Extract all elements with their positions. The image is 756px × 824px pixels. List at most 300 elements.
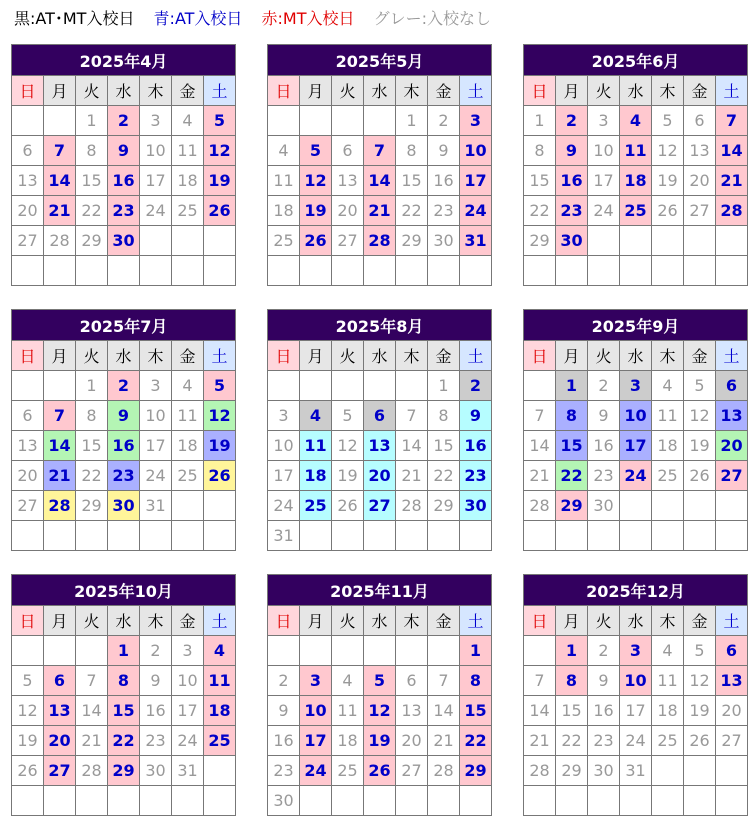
weekday-header: 月 [44,76,76,106]
calendar-empty-cell [108,256,140,286]
calendar-empty-cell [172,786,204,816]
calendar-day: 24 [172,726,204,756]
weekday-header: 日 [268,76,300,106]
calendar-day: 21 [76,726,108,756]
weekday-header: 月 [556,606,588,636]
calendar-day: 12 [652,136,684,166]
calendar-empty-cell [12,636,44,666]
calendar-empty-cell [364,521,396,551]
calendar-day: 24 [140,461,172,491]
calendar-day: 2 [140,636,172,666]
calendar-empty-cell [428,521,460,551]
calendar-empty-cell [172,491,204,521]
calendar-day: 8 [428,401,460,431]
calendar-day: 9 [108,136,140,166]
calendar-empty-cell [172,226,204,256]
calendar-day: 27 [716,461,748,491]
weekday-header: 火 [588,341,620,371]
weekday-header: 木 [652,76,684,106]
calendar-day: 11 [652,401,684,431]
calendar-empty-cell [204,786,236,816]
calendar-day: 25 [300,491,332,521]
weekday-header: 木 [396,341,428,371]
calendar-day: 27 [12,491,44,521]
calendar-day: 9 [556,136,588,166]
calendar-day: 28 [44,226,76,256]
legend [14,8,505,30]
calendar-day: 1 [556,636,588,666]
weekday-header: 金 [428,76,460,106]
calendar-day: 13 [684,136,716,166]
calendar-day: 23 [588,726,620,756]
calendar-empty-cell [396,256,428,286]
calendar-day: 26 [652,196,684,226]
calendar-empty-cell [268,636,300,666]
calendar-day: 1 [76,371,108,401]
calendar-empty-cell [44,106,76,136]
calendar-day: 27 [44,756,76,786]
calendar-day: 30 [588,491,620,521]
calendar-day: 2 [108,106,140,136]
calendar-day: 26 [204,196,236,226]
calendar-empty-cell [76,636,108,666]
legend-red: 赤:MT入校日 [261,9,355,28]
weekday-header: 月 [300,606,332,636]
legend-black: 黒:AT･MT入校日 [14,9,135,28]
calendar-day: 14 [44,431,76,461]
calendar-empty-cell [396,521,428,551]
calendar-day: 14 [396,431,428,461]
calendar-day: 8 [524,136,556,166]
calendar-empty-cell [12,371,44,401]
calendar-day: 9 [428,136,460,166]
weekday-header: 金 [428,341,460,371]
calendar-day: 6 [716,636,748,666]
calendar-day: 5 [364,666,396,696]
calendar-day: 11 [620,136,652,166]
calendar-day: 22 [556,461,588,491]
calendar-day: 25 [620,196,652,226]
calendar-day: 16 [268,726,300,756]
calendar-day: 23 [108,196,140,226]
calendar-day: 26 [332,491,364,521]
calendar-day: 25 [172,461,204,491]
calendar-day: 8 [76,401,108,431]
weekday-header: 木 [396,76,428,106]
calendar-day: 1 [428,371,460,401]
calendar-day: 31 [268,521,300,551]
calendar-empty-cell [460,521,492,551]
calendar-day: 19 [364,726,396,756]
calendar-day: 7 [76,666,108,696]
calendar-day: 9 [588,401,620,431]
calendar-empty-cell [684,226,716,256]
calendar-day: 11 [172,401,204,431]
calendar-empty-cell [332,786,364,816]
calendar-day: 22 [108,726,140,756]
calendar-day: 5 [684,371,716,401]
calendar-day: 16 [588,696,620,726]
calendar-empty-cell [332,521,364,551]
calendar-day: 16 [108,431,140,461]
calendar-day: 30 [556,226,588,256]
calendar-day: 19 [300,196,332,226]
calendar-empty-cell [332,371,364,401]
calendar-empty-cell [460,256,492,286]
weekday-header: 水 [108,341,140,371]
weekday-header: 日 [268,341,300,371]
calendar-day: 18 [332,726,364,756]
calendar-day: 17 [172,696,204,726]
weekday-header: 月 [300,76,332,106]
calendar-day: 27 [332,226,364,256]
calendar-day: 19 [12,726,44,756]
calendar-empty-cell [300,636,332,666]
calendar-day: 13 [44,696,76,726]
weekday-header: 木 [140,341,172,371]
calendar-day: 9 [588,666,620,696]
calendar-day: 26 [684,461,716,491]
calendar-day: 12 [332,431,364,461]
calendar-day: 24 [588,196,620,226]
calendar-day: 18 [300,461,332,491]
calendar-day: 15 [76,166,108,196]
calendar-day: 31 [140,491,172,521]
calendar-day: 4 [172,371,204,401]
calendar-day: 22 [524,196,556,226]
calendar-day: 14 [716,136,748,166]
calendar-day: 29 [396,226,428,256]
calendar-day: 15 [428,431,460,461]
calendar-day: 7 [716,106,748,136]
calendar-day: 1 [76,106,108,136]
calendar-day: 21 [524,461,556,491]
calendar-empty-cell [108,521,140,551]
calendar-empty-cell [716,491,748,521]
calendar-day: 16 [428,166,460,196]
calendar-empty-cell [300,106,332,136]
calendar-title: 2025年6月 [524,45,748,76]
weekday-header: 月 [556,341,588,371]
calendar-day: 24 [460,196,492,226]
calendar-empty-cell [140,256,172,286]
calendar-day: 30 [268,786,300,816]
calendar-empty-cell [12,256,44,286]
calendar-day: 24 [268,491,300,521]
calendar-day: 15 [108,696,140,726]
calendar-day: 28 [524,756,556,786]
calendar-day: 3 [620,371,652,401]
calendar-empty-cell [556,786,588,816]
calendar-month [267,574,492,816]
calendar-day: 22 [428,461,460,491]
calendar-title: 2025年8月 [268,310,492,341]
calendar-empty-cell [588,226,620,256]
calendar-day: 13 [716,401,748,431]
calendar-day: 30 [588,756,620,786]
calendar-day: 23 [588,461,620,491]
calendar-empty-cell [332,256,364,286]
calendar-day: 12 [12,696,44,726]
calendar-empty-cell [684,786,716,816]
calendar-day: 18 [172,166,204,196]
calendar-day: 10 [588,136,620,166]
calendar-title: 2025年4月 [12,45,236,76]
calendar-day: 25 [652,461,684,491]
calendar-empty-cell [140,786,172,816]
calendar-day: 3 [300,666,332,696]
calendar-day: 30 [428,226,460,256]
calendar-day: 26 [300,226,332,256]
calendar-day: 27 [12,226,44,256]
calendar-day: 10 [620,401,652,431]
calendar-day: 30 [108,491,140,521]
calendar-day: 19 [204,431,236,461]
calendar-day: 31 [172,756,204,786]
calendar-day: 21 [716,166,748,196]
weekday-header: 月 [300,341,332,371]
calendar-month [267,309,492,551]
calendar-day: 8 [556,401,588,431]
calendar-empty-cell [364,371,396,401]
calendar-day: 25 [268,226,300,256]
calendar-empty-cell [684,521,716,551]
calendar-day: 5 [204,371,236,401]
calendar-day: 17 [268,461,300,491]
calendar-empty-cell [204,491,236,521]
calendar-day: 3 [172,636,204,666]
calendar-day: 16 [140,696,172,726]
calendar-empty-cell [716,226,748,256]
calendar-day: 17 [620,696,652,726]
calendar-day: 20 [396,726,428,756]
calendar-day: 8 [396,136,428,166]
calendar-day: 22 [76,461,108,491]
calendar-day: 2 [460,371,492,401]
calendar-empty-cell [268,256,300,286]
calendar-day: 27 [396,756,428,786]
calendar-day: 2 [588,371,620,401]
calendar-empty-cell [428,256,460,286]
calendar-empty-cell [44,256,76,286]
weekday-header: 火 [332,606,364,636]
calendar-day: 15 [556,696,588,726]
calendar-day: 20 [716,431,748,461]
weekday-header: 土 [460,341,492,371]
calendar-day: 11 [332,696,364,726]
calendar-day: 8 [460,666,492,696]
calendar-day: 17 [140,166,172,196]
calendar-day: 1 [556,371,588,401]
calendar-empty-cell [140,226,172,256]
calendar-day: 23 [460,461,492,491]
calendar-empty-cell [76,256,108,286]
calendar-empty-cell [524,636,556,666]
calendar-day: 19 [684,431,716,461]
calendar-title: 2025年5月 [268,45,492,76]
calendar-empty-cell [204,256,236,286]
calendar-day: 24 [300,756,332,786]
calendar-empty-cell [620,256,652,286]
calendar-day: 11 [172,136,204,166]
calendar-empty-cell [620,226,652,256]
calendar-day: 23 [268,756,300,786]
calendar-day: 20 [716,696,748,726]
calendar-empty-cell [364,786,396,816]
calendar-day: 29 [556,756,588,786]
calendar-empty-cell [76,786,108,816]
calendar-empty-cell [300,256,332,286]
calendar-day: 25 [172,196,204,226]
calendar-day: 14 [524,431,556,461]
calendar-day: 15 [76,431,108,461]
calendar-empty-cell [588,256,620,286]
calendar-day: 22 [396,196,428,226]
weekday-header: 金 [684,606,716,636]
calendar-day: 16 [108,166,140,196]
calendar-day: 28 [428,756,460,786]
calendar-day: 6 [12,136,44,166]
calendar-day: 17 [460,166,492,196]
calendar-empty-cell [588,786,620,816]
calendar-empty-cell [620,786,652,816]
weekday-header: 日 [524,341,556,371]
weekday-header: 土 [204,76,236,106]
calendar-day: 13 [396,696,428,726]
calendar-day: 5 [332,401,364,431]
calendar-empty-cell [556,521,588,551]
calendar-day: 30 [108,226,140,256]
calendar-day: 23 [428,196,460,226]
calendar-day: 23 [140,726,172,756]
weekday-header: 水 [620,341,652,371]
calendar-title: 2025年11月 [268,575,492,606]
calendar-empty-cell [396,371,428,401]
calendar-day: 18 [172,431,204,461]
calendar-day: 17 [140,431,172,461]
weekday-header: 日 [12,341,44,371]
calendar-day: 10 [268,431,300,461]
calendar-month [523,309,748,551]
calendar-day: 18 [652,696,684,726]
calendar-day: 5 [12,666,44,696]
calendar-empty-cell [652,521,684,551]
calendar-day: 17 [300,726,332,756]
weekday-header: 金 [172,76,204,106]
calendar-day: 21 [524,726,556,756]
calendar-day: 15 [524,166,556,196]
calendar-day: 4 [332,666,364,696]
calendar-day: 4 [300,401,332,431]
calendar-day: 14 [428,696,460,726]
calendar-day: 20 [12,461,44,491]
calendar-day: 2 [268,666,300,696]
calendar-day: 17 [588,166,620,196]
calendar-empty-cell [44,371,76,401]
calendar-day: 27 [364,491,396,521]
calendar-empty-cell [524,371,556,401]
calendar-day: 30 [140,756,172,786]
calendar-empty-cell [364,256,396,286]
calendar-day: 9 [140,666,172,696]
calendar-day: 18 [268,196,300,226]
legend-blue: 青:AT入校日 [153,9,243,28]
weekday-header: 日 [12,76,44,106]
calendar-day: 16 [588,431,620,461]
calendar-empty-cell [524,786,556,816]
calendar-empty-cell [204,521,236,551]
calendar-day: 26 [12,756,44,786]
calendar-day: 27 [684,196,716,226]
calendar-day: 29 [524,226,556,256]
calendar-day: 1 [460,636,492,666]
calendar-day: 18 [620,166,652,196]
calendar-day: 6 [716,371,748,401]
calendar-month [11,574,236,816]
weekday-header: 金 [172,341,204,371]
weekday-header: 金 [428,606,460,636]
calendar-empty-cell [684,756,716,786]
calendar-empty-cell [652,226,684,256]
weekday-header: 火 [588,606,620,636]
calendar-day: 8 [76,136,108,166]
weekday-header: 水 [364,341,396,371]
weekday-header: 金 [684,76,716,106]
calendar-day: 6 [12,401,44,431]
calendar-empty-cell [300,786,332,816]
calendar-day: 5 [300,136,332,166]
weekday-header: 木 [396,606,428,636]
calendar-day: 6 [332,136,364,166]
calendar-empty-cell [12,786,44,816]
calendar-day: 14 [76,696,108,726]
calendar-day: 15 [396,166,428,196]
weekday-header: 土 [460,606,492,636]
calendar-day: 28 [396,491,428,521]
calendar-day: 20 [12,196,44,226]
calendar-day: 10 [300,696,332,726]
calendar-day: 24 [620,461,652,491]
calendar-empty-cell [44,636,76,666]
weekday-header: 土 [460,76,492,106]
weekday-header: 日 [268,606,300,636]
calendar-empty-cell [108,786,140,816]
calendar-day: 6 [364,401,396,431]
calendar-day: 12 [204,136,236,166]
calendar-title: 2025年9月 [524,310,748,341]
calendar-day: 7 [428,666,460,696]
calendar-day: 30 [460,491,492,521]
weekday-header: 水 [620,606,652,636]
calendar-day: 16 [556,166,588,196]
weekday-header: 土 [716,76,748,106]
weekday-header: 火 [588,76,620,106]
calendar-day: 31 [460,226,492,256]
calendar-day: 12 [300,166,332,196]
calendar-day: 19 [684,696,716,726]
weekday-header: 水 [108,76,140,106]
calendar-day: 10 [460,136,492,166]
calendar-day: 16 [460,431,492,461]
calendar-empty-cell [268,371,300,401]
calendar-day: 3 [140,106,172,136]
weekday-header: 土 [716,341,748,371]
weekday-header: 月 [556,76,588,106]
calendar-empty-cell [300,521,332,551]
weekday-header: 日 [524,76,556,106]
calendar-day: 3 [268,401,300,431]
calendar-empty-cell [332,636,364,666]
